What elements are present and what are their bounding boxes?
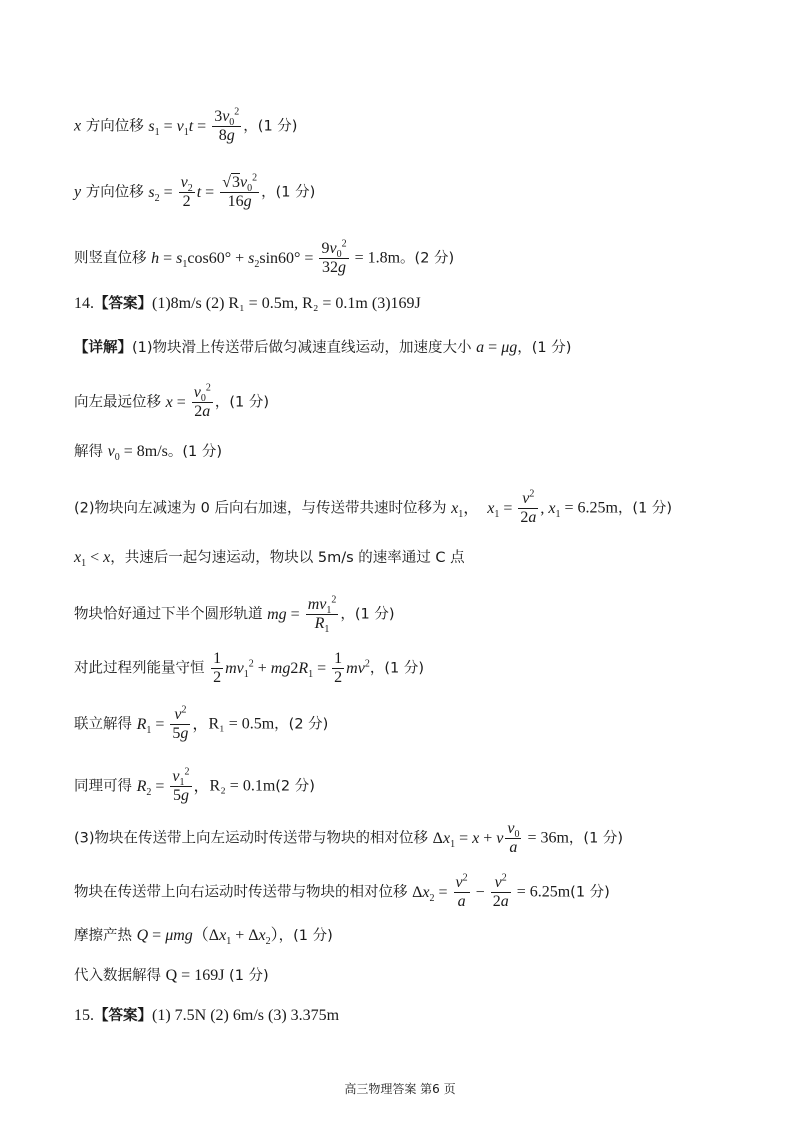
- line-solve-r1: 联立解得 $R_1$ = $\frac{v^2}{5g}$ ，R₁ = 0.5m，(2 分): [74, 704, 329, 743]
- answer-14: 14.【答案】(1)8m/s (2) R₁ = 0.5m, R₂ = 0.1m (3)169J: [74, 295, 421, 312]
- formula: $R_1$ = $\frac{v^2}{5g}$ ，: [136, 704, 209, 743]
- line-energy-conservation: 对此过程列能量守恒 $\frac{1}{2}$ $mv_1^2 + mg2R_1$ = $\frac{1}{2}$ $mv^2$，(1 分): [74, 650, 424, 687]
- line-relative-right: 物块在传送带上向右运动时传送带与物块的相对位移 $\Delta x_2$ = $\frac{v^2}{a}$ − $\frac{v^2}{2a}$ = 6.25m(1 分): [74, 872, 610, 911]
- line-solve-r2: 同理可得 $R_2$ = $\frac{v_1^2}{5g}$ ，R₂ = 0.1m(2 分): [74, 766, 315, 805]
- formula: $x_1$， $x_1$ = $\frac{v^2}{2a}$ , $x_1$: [451, 488, 561, 527]
- var-y: y: [74, 183, 82, 201]
- line-friction-heat: 摩擦产热 $Q = \mu mg(\Delta x_1 + \Delta x_2)$，(1 分): [74, 927, 333, 948]
- formula: $\Delta x_1 = x + v$ $\frac{v_0}{a}$: [432, 820, 520, 857]
- var-x: x: [74, 117, 82, 135]
- formula: $h = s_1\cos 60^\circ + s_2\sin 60^\circ$ = $\frac{9v_0^2}{32g}$: [151, 238, 347, 277]
- formula: $s_2$ = $\frac{v_2}{2}$ t = $\frac{√3v_0^2}{16g}$: [148, 172, 258, 211]
- line-solve-q: 代入数据解得 Q = 169J (1 分): [74, 967, 269, 984]
- line-uniform-motion: $x_1 < x$，共速后一起匀速运动，物块以 5m/s 的速率通过 C 点: [74, 549, 465, 570]
- formula: a = μg: [476, 339, 518, 356]
- page-footer: 高三物理答案 第6 页: [344, 1082, 456, 1096]
- line-relative-left: (3)物块在传送带上向左运动时传送带与物块的相对位移 $\Delta x_1 = x + v$ $\frac{v_0}{a}$ = 36m，(1 分): [74, 820, 624, 857]
- formula: $s_1 = v_1t$ = $\frac{3v_0^2}{8g}$: [148, 106, 240, 145]
- answer-15: 15.【答案】(1) 7.5N (2) 6m/s (3) 3.375m: [74, 1007, 340, 1024]
- formula: $Q = \mu mg(\Delta x_1 + \Delta x_2)$: [136, 927, 279, 948]
- formula: $\Delta x_2$ = $\frac{v^2}{a}$ − $\frac{v^2}{2a}$: [412, 872, 509, 911]
- line-vertical-displacement: 则竖直位移 $h = s_1\cos 60^\circ + s_2\sin 60^\circ$ = $\frac{9v_0^2}{32g}$ = 1.8m。(2 分): [74, 238, 455, 277]
- line-solve-v0: 解得 $v_0 = 8m/s$。(1 分): [74, 443, 223, 464]
- line-x-displacement: x 方向位移 $s_1 = v_1t$ = $\frac{3v_0^2}{8g}$ ，(1 分): [74, 106, 298, 145]
- line-part2-common-speed: (2)物块向左减速为 0 后向右加速，与传送带共速时位移为 $x_1$， $x_1$ = $\frac{v^2}{2a}$ , $x_1 = 6.25m$，(1 分): [74, 488, 673, 527]
- formula: $R_2$ = $\frac{v_1^2}{5g}$ ，: [136, 766, 210, 805]
- formula: $\frac{1}{2}$ $mv_1^2 + mg2R_1$ = $\frac{1}{2}$ $mv^2$: [213, 650, 370, 687]
- line-y-displacement: y 方向位移 $s_2$ = $\frac{v_2}{2}$ t = $\frac{√3v_0^2}{16g}$ ，(1 分): [74, 172, 316, 211]
- line-max-left-displacement: 向左最远位移 x = $\frac{v_0^2}{2a}$ ，(1 分): [74, 382, 270, 421]
- formula: mg = $\frac{mv_1^2}{R_1}$: [267, 594, 337, 636]
- line-circular-track: 物块恰好通过下半个圆形轨道 mg = $\frac{mv_1^2}{R_1}$ ，(1 分): [74, 594, 395, 636]
- detail-14: 【详解】(1)物块滑上传送带后做匀减速直线运动，加速度大小 a = μg，(1 分): [74, 339, 572, 356]
- formula: x = $\frac{v_0^2}{2a}$: [165, 382, 211, 421]
